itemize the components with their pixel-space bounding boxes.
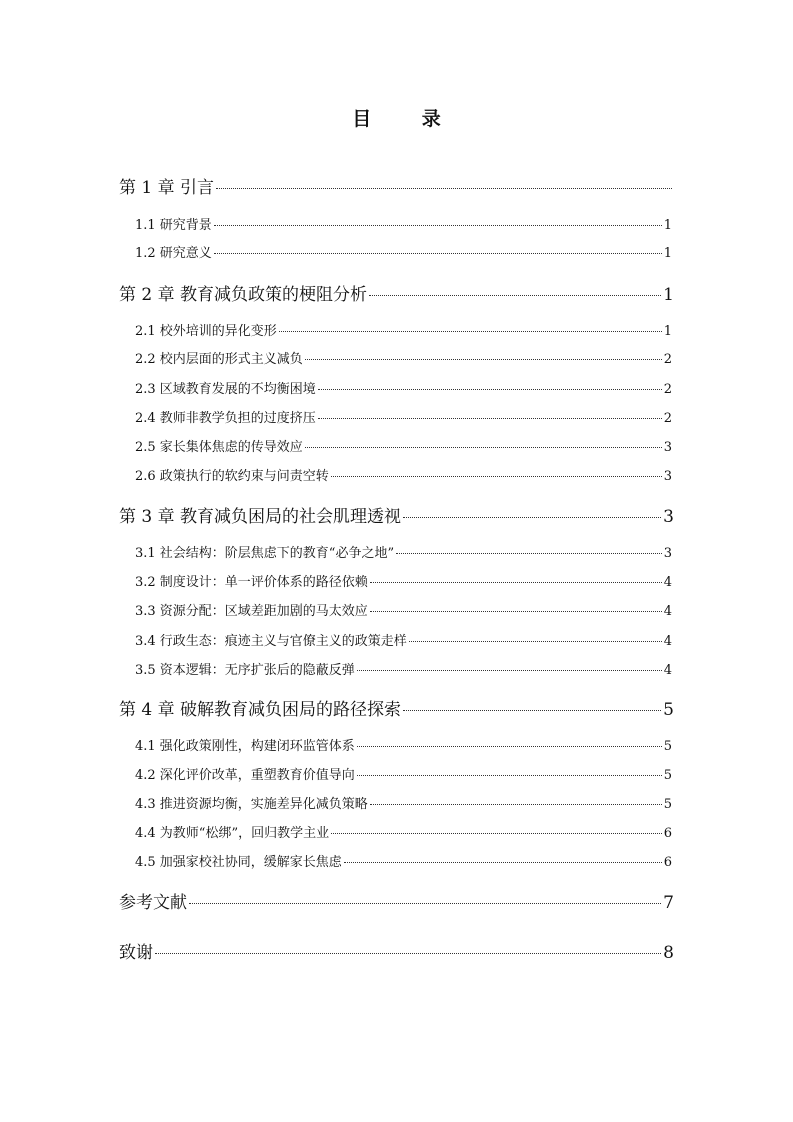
toc-entry-label: 3.3 资源分配：区域差距加剧的马太效应 — [135, 604, 368, 619]
toc-entry-label: 4.5 加强家校社协同，缓解家长焦虑 — [135, 855, 342, 870]
toc-entry-section-3-4[interactable] — [135, 630, 672, 649]
toc-entry-page: 3 — [663, 546, 672, 561]
toc-entry-page: 5 — [663, 739, 672, 754]
toc-entry-label: 2.3 区域教育发展的不均衡困境 — [135, 382, 316, 397]
toc-entry-page: 5 — [663, 700, 674, 720]
toc-entry-page: 3 — [663, 440, 672, 455]
toc-entry-page: 6 — [663, 826, 672, 841]
toc-entry-label: 4.1 强化政策刚性，构建闭环监管体系 — [135, 739, 355, 754]
toc-entry-chapter-4[interactable] — [119, 695, 674, 720]
toc-entry-label: 4.4 为教师“松绑”，回归教学主业 — [135, 826, 330, 841]
dot-leader — [216, 188, 672, 189]
toc-entry-section-2-2[interactable] — [135, 348, 672, 367]
toc-entry-label: 参考文献 — [119, 893, 187, 913]
dot-leader — [409, 641, 662, 642]
toc-entry-page: 1 — [663, 218, 672, 233]
toc-entry-page: 1 — [663, 285, 674, 305]
dot-leader — [370, 611, 662, 612]
toc-entry-label: 4.3 推进资源均衡，实施差异化减负策略 — [135, 797, 368, 812]
toc-entry-page: 4 — [663, 604, 672, 619]
toc-entry-page: 2 — [663, 382, 672, 397]
toc-entry-label: 3.2 制度设计：单一评价体系的路径依赖 — [135, 575, 368, 590]
toc-entry-section-2-6[interactable] — [135, 465, 672, 484]
dot-leader — [305, 359, 662, 360]
toc-entry-label: 1.1 研究背景 — [135, 218, 212, 233]
toc-entry-label: 第 2 章 教育减负政策的梗阻分析 — [119, 285, 368, 305]
toc-entry-page: 5 — [663, 797, 672, 812]
toc-entry-chapter-3[interactable] — [119, 502, 674, 527]
toc-entry-label: 第 4 章 破解教育减负困局的路径探索 — [119, 700, 402, 720]
dot-leader — [403, 710, 661, 711]
toc-entry-page: 7 — [663, 893, 674, 913]
dot-leader — [318, 389, 662, 390]
toc-entry-section-2-3[interactable] — [135, 378, 672, 397]
toc-entry-section-3-2[interactable] — [135, 571, 672, 590]
toc-entry-page: 4 — [663, 634, 672, 649]
dot-leader — [357, 746, 662, 747]
toc-entry-section-2-1[interactable] — [135, 320, 672, 339]
toc-entry-page: 3 — [663, 469, 672, 484]
toc-entry-label: 第 3 章 教育减负困局的社会肌理透视 — [119, 507, 402, 527]
dot-leader — [155, 953, 661, 954]
toc-entry-section-4-2[interactable] — [135, 764, 672, 783]
toc-entry-page: 3 — [663, 507, 674, 527]
dot-leader — [305, 447, 662, 448]
toc-entry-page: 1 — [663, 246, 672, 261]
toc-entry-section-3-1[interactable] — [135, 542, 672, 561]
dot-leader — [369, 295, 661, 296]
dot-leader — [189, 903, 661, 904]
toc-entry-page: 6 — [663, 855, 672, 870]
dot-leader — [214, 253, 662, 254]
dot-leader — [403, 517, 661, 518]
toc-entry-label: 2.2 校内层面的形式主义减负 — [135, 352, 303, 367]
dot-leader — [318, 418, 662, 419]
toc-entry-chapter-2[interactable] — [119, 280, 674, 305]
dot-leader — [396, 553, 662, 554]
toc-entry-label: 1.2 研究意义 — [135, 246, 212, 261]
toc-entry-page: 5 — [663, 768, 672, 783]
dot-leader — [357, 775, 662, 776]
toc-entry-page: 4 — [663, 575, 672, 590]
toc-entry-section-3-3[interactable] — [135, 600, 672, 619]
toc-entry-section-2-4[interactable] — [135, 407, 672, 426]
toc-entry-label: 3.5 资本逻辑：无序扩张后的隐蔽反弹 — [135, 663, 355, 678]
toc-entry-section-4-4[interactable] — [135, 822, 672, 841]
toc-entry-label: 第 1 章 引言 — [119, 178, 215, 198]
toc-entry-chapter-1[interactable] — [119, 173, 674, 198]
toc-entry-label: 3.4 行政生态：痕迹主义与官僚主义的政策走样 — [135, 634, 407, 649]
toc-entry-section-1-2[interactable] — [135, 242, 672, 261]
toc-entry-section-4-5[interactable] — [135, 851, 672, 870]
toc-entry-label: 3.1 社会结构：阶层焦虑下的教育“必争之地” — [135, 546, 395, 561]
dot-leader — [331, 476, 662, 477]
toc-entry-label: 2.1 校外培训的异化变形 — [135, 324, 277, 339]
dot-leader — [344, 862, 662, 863]
toc-entry-references[interactable] — [119, 888, 674, 913]
dot-leader — [370, 804, 662, 805]
dot-leader — [357, 670, 662, 671]
toc-entry-section-4-1[interactable] — [135, 735, 672, 754]
toc-entry-label: 致谢 — [119, 943, 153, 963]
toc-entry-label: 4.2 深化评价改革，重塑教育价值导向 — [135, 768, 355, 783]
toc-entry-section-3-5[interactable] — [135, 659, 672, 678]
toc-entry-page: 2 — [663, 411, 672, 426]
toc-entry-label: 2.6 政策执行的软约束与问责空转 — [135, 469, 329, 484]
toc-entry-section-2-5[interactable] — [135, 436, 672, 455]
toc-entry-page: 2 — [663, 352, 672, 367]
dot-leader — [214, 225, 662, 226]
toc-entry-page: 8 — [663, 943, 674, 963]
toc-entry-page: 1 — [663, 324, 672, 339]
dot-leader — [331, 833, 662, 834]
toc-entry-section-1-1[interactable] — [135, 214, 672, 233]
toc-entry-label: 2.4 教师非教学负担的过度挤压 — [135, 411, 316, 426]
toc-entry-section-4-3[interactable] — [135, 793, 672, 812]
dot-leader — [370, 582, 662, 583]
toc-title: 目 录 — [352, 108, 463, 130]
toc-entry-page: 4 — [663, 663, 672, 678]
toc-entry-label: 2.5 家长集体焦虑的传导效应 — [135, 440, 303, 455]
toc-entry-acknowledgements[interactable] — [119, 938, 674, 963]
dot-leader — [279, 331, 662, 332]
